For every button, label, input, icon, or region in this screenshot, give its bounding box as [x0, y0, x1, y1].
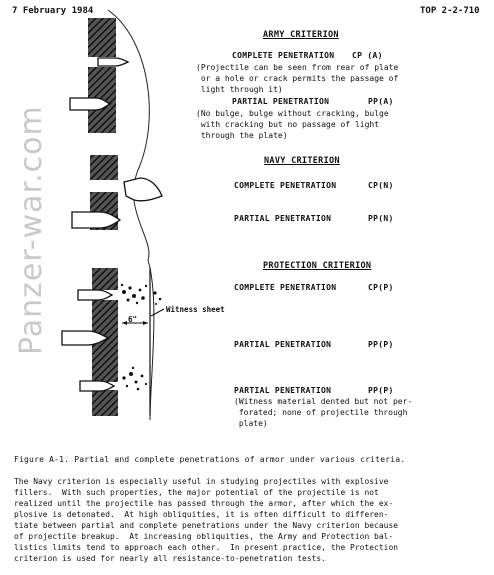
protection-complete-code: CP(P) — [368, 283, 394, 292]
navy-complete-code: CP(N) — [368, 181, 394, 190]
protection-criterion-title: PROTECTION CRITERION — [263, 261, 372, 271]
army-complete-code: CP (A) — [352, 51, 383, 60]
protection-partial2-code: PP(P) — [368, 386, 394, 395]
protection-partial2-label: PARTIAL PENETRATION — [234, 386, 332, 395]
navy-complete-projectile — [124, 178, 162, 201]
navy-partial-code: PP(N) — [368, 214, 394, 223]
spacing-label: 6" — [128, 315, 138, 324]
watermark: Panzer-war.com — [14, 105, 49, 355]
document-id: TOP 2-2-710 — [420, 6, 480, 16]
army-partial-note-1: (No bulge, bulge without cracking, bulge — [196, 109, 389, 118]
paragraph-line: realized until the projectile has passed through the armor, after which the ex- — [14, 499, 394, 508]
protection-partial-note-1: (Witness material dented but not per- — [234, 397, 413, 406]
protection-partial1-label: PARTIAL PENETRATION — [234, 340, 332, 349]
navy-partial-label: PARTIAL PENETRATION — [234, 214, 332, 223]
army-complete-note-2: or a hole or crack permits the passage of — [196, 74, 399, 83]
protection-partial1-code: PP(P) — [368, 340, 394, 349]
protection-complete-label: COMPLETE PENETRATION — [234, 283, 337, 292]
army-complete-note-3: light through it) — [196, 85, 283, 94]
paragraph-line: plosive is detonated. At high obliquities, it is often difficult to differen- — [14, 510, 389, 519]
army-partial-label: PARTIAL PENETRATION — [232, 97, 330, 106]
figure-caption: Figure A-1. Partial and complete penetrations of armor under various criteria. — [14, 455, 406, 464]
army-complete-label: COMPLETE PENETRATION — [232, 51, 335, 60]
army-criterion-title: ARMY CRITERION — [263, 30, 339, 40]
navy-criterion-title: NAVY CRITERION — [264, 156, 340, 166]
army-partial-note-3: through the plate) — [196, 131, 288, 140]
paragraph-line: tiate between partial and complete penetrations under the Navy criterion because — [14, 521, 399, 530]
army-complete-note-1: (Projectile can be seen from rear of plate — [196, 63, 399, 72]
paragraph-line: listics limits tend to approach each other. In present practice, the Protection — [14, 543, 399, 552]
paragraph-line: The Navy criterion is especially useful in studying projectiles with explosive — [14, 477, 389, 486]
army-plate — [88, 18, 116, 133]
army-complete-projectile — [98, 58, 128, 66]
page-date: 7 February 1984 — [12, 6, 94, 16]
debris-complete — [121, 284, 162, 305]
navy-complete-label: COMPLETE PENETRATION — [234, 181, 337, 190]
protection-partial-note-2: forated; none of projectile through — [234, 408, 408, 417]
paragraph-line: of projectile breakup. At increasing obliquities, the Army and Protection bal- — [14, 532, 394, 541]
paragraph-line: criterion is used for nearly all resistance-to-penetration tests. — [14, 554, 327, 563]
army-partial-projectile — [70, 98, 110, 110]
army-partial-code: PP(A) — [368, 97, 394, 106]
witness-sheet-label: Witness sheet — [166, 305, 225, 314]
protection-partial-note-3: plate) — [234, 419, 268, 428]
army-partial-note-2: with cracking but no passage of light — [196, 120, 380, 129]
debris-partial — [122, 367, 147, 391]
paragraph-line: fillers. With such properties, the major potential of the projectile is not — [14, 488, 379, 497]
